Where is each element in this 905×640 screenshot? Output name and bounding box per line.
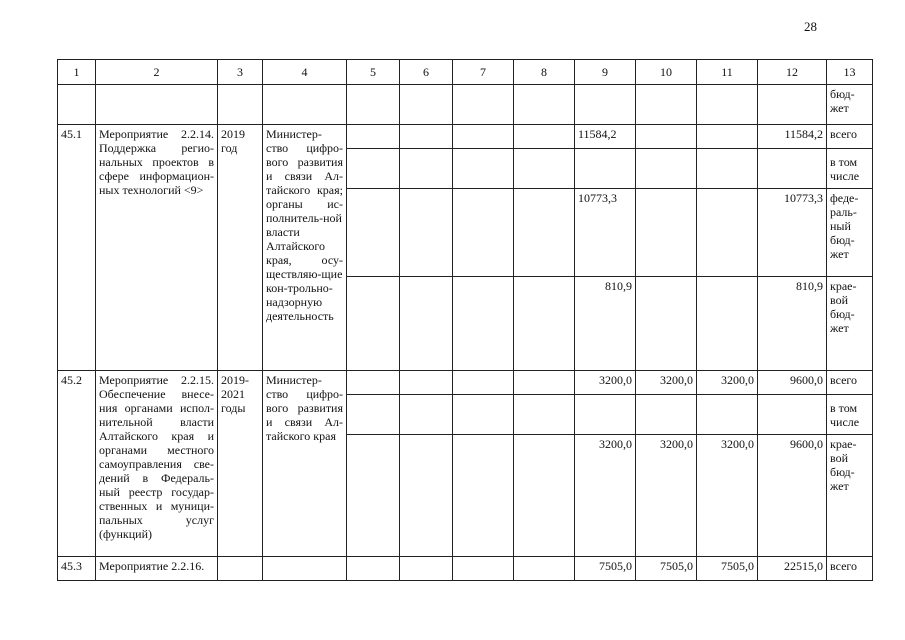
amount-cell: 3200,0 (575, 371, 636, 395)
table-row (58, 557, 873, 581)
header-cell: 1 (58, 60, 96, 85)
amount-cell (697, 125, 758, 149)
funding-source: феде- раль- ный бюд- жет (827, 189, 873, 277)
amount-cell (636, 277, 697, 371)
amount-cell: 10773,3 (575, 189, 636, 277)
amount-cell: 3200,0 (697, 371, 758, 395)
item-number: 45.3 (58, 557, 96, 581)
amount-cell: 10773,3 (758, 189, 827, 277)
table-row (58, 371, 873, 395)
header-cell: 12 (758, 60, 827, 85)
header-cell: 10 (636, 60, 697, 85)
executor: Министер-ство цифро-вого развития и связи Ал-тайского края; органы ис-полнитель-ной власти Алтайского края, осу-ществляю-щие кон-трольно-надзорную деятельность (263, 125, 347, 371)
event-name: Мероприятие 2.2.16. (96, 557, 218, 581)
header-cell: 5 (347, 60, 400, 85)
amount-cell: 810,9 (575, 277, 636, 371)
event-name: Мероприятие 2.2.15. Обеспечение внесе-ния органами испол-нительной власти Алтайского края и органами местного самоуправления све-дений в Федераль-ный реестр государ-ственных и муници-пальных услуг (функций) (96, 371, 218, 557)
amount-cell: 7505,0 (575, 557, 636, 581)
header-row (58, 60, 873, 85)
amount-cell (575, 395, 636, 435)
amount-cell (697, 149, 758, 189)
amount-cell (758, 395, 827, 435)
amount-cell: 7505,0 (697, 557, 758, 581)
header-cell: 2 (96, 60, 218, 85)
amount-cell (636, 149, 697, 189)
item-number: 45.2 (58, 371, 96, 557)
amount-cell: 810,9 (758, 277, 827, 371)
amount-cell (636, 189, 697, 277)
executor: Министер-ство цифро-вого развития и связи Ал-тайского края (263, 371, 347, 557)
amount-cell: 7505,0 (636, 557, 697, 581)
table-row (58, 85, 873, 125)
program-table (57, 59, 873, 581)
amount-cell: 9600,0 (758, 435, 827, 557)
amount-cell: 22515,0 (758, 557, 827, 581)
funding-source: крае- вой бюд- жет (827, 435, 873, 557)
header-cell: 11 (697, 60, 758, 85)
amount-cell (697, 189, 758, 277)
amount-cell: 3200,0 (636, 371, 697, 395)
funding-source: в том числе (827, 395, 873, 435)
amount-cell (636, 395, 697, 435)
amount-cell: 11584,2 (758, 125, 827, 149)
header-cell: 4 (263, 60, 347, 85)
funding-source: крае- вой бюд- жет (827, 277, 873, 371)
funding-source: бюд- жет (827, 85, 873, 125)
header-cell: 13 (827, 60, 873, 85)
funding-source: всего (827, 371, 873, 395)
amount-cell: 11584,2 (575, 125, 636, 149)
period: 2019- 2021 годы (218, 371, 263, 557)
amount-cell (697, 277, 758, 371)
funding-source: всего (827, 557, 873, 581)
header-cell: 8 (514, 60, 575, 85)
amount-cell (758, 149, 827, 189)
funding-source: всего (827, 125, 873, 149)
item-number: 45.1 (58, 125, 96, 371)
event-name: Мероприятие 2.2.14. Поддержка регио-нальных проектов в сфере информацион-ных технологий <9> (96, 125, 218, 371)
amount-cell (697, 395, 758, 435)
period: 2019 год (218, 125, 263, 371)
table-row (58, 125, 873, 149)
header-cell: 3 (218, 60, 263, 85)
amount-cell: 3200,0 (636, 435, 697, 557)
page-number: 28 (804, 19, 817, 34)
amount-cell: 9600,0 (758, 371, 827, 395)
amount-cell: 3200,0 (697, 435, 758, 557)
header-cell: 7 (453, 60, 514, 85)
header-cell: 9 (575, 60, 636, 85)
amount-cell (636, 125, 697, 149)
funding-source: в том числе (827, 149, 873, 189)
amount-cell: 3200,0 (575, 435, 636, 557)
header-cell: 6 (400, 60, 453, 85)
amount-cell (575, 149, 636, 189)
